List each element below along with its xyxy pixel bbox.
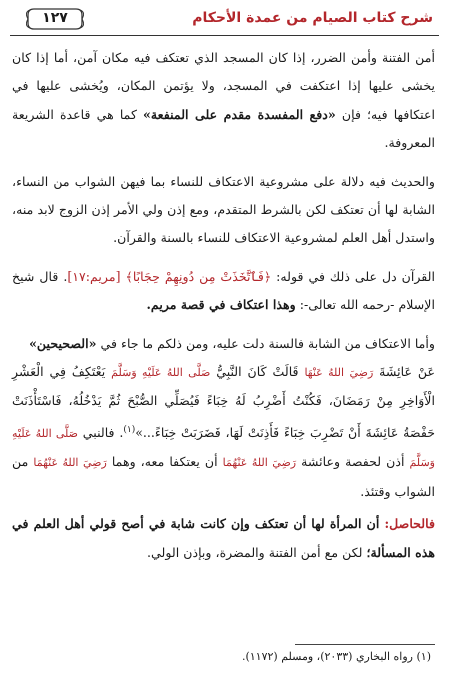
honorific-3: صَلَّى اللهُ عَلَيْهِ وَسَلَّمَ bbox=[12, 427, 435, 470]
conclusion-label: فالحاصل: bbox=[384, 516, 435, 532]
p1-text-a: أمن الفتنة وأمن الضرر، إذا كان المسجد الذي تعتكف فيه مكان آمن، أما إذا كان يخشى عليها إذا اعتكفت في المسجد، ولا يؤتمن المكان، ويُخشى عليها في اعتكافها فيه؛ فإن bbox=[12, 50, 435, 122]
running-title: شرح كتاب الصيام من عمدة الأحكام bbox=[192, 10, 433, 26]
verse-reference: [مريم:١٧] bbox=[67, 268, 121, 284]
hadith-text-6: أن يعتكفا معه، وهما bbox=[106, 454, 223, 470]
paragraph-3 bbox=[12, 263, 435, 320]
hadith-text-5: أذن لحفصة وعائشة bbox=[296, 454, 410, 470]
page-number: ١٢٧ bbox=[42, 10, 68, 26]
page-header bbox=[10, 6, 439, 36]
p1-text-b: كما هي قاعدة الشريعة المعروفة. bbox=[12, 106, 435, 151]
honorific-5: رَضِيَ اللهُ عَنْهُمَا bbox=[33, 456, 107, 470]
page-number-badge bbox=[26, 6, 84, 32]
conclusion-rest: لكن مع أمن الفتنة والمضرة، وبإذن الولي. bbox=[147, 544, 367, 560]
honorific-1: رَضِيَ اللهُ عَنْهَا bbox=[304, 366, 374, 380]
p3-quote: وهذا اعتكاف في قصة مريم. bbox=[146, 297, 296, 313]
hadith-text-2: قَالَتْ كَانَ النَّبِيُّ bbox=[210, 364, 305, 380]
p3-text-b: . قال شيخ الإسلام -رحمه الله تعالى-: bbox=[12, 268, 435, 313]
footnote-rule bbox=[295, 644, 435, 645]
honorific-4: رَضِيَ اللهُ عَنْهُمَا bbox=[222, 456, 297, 470]
p3-text-a: القرآن دل على ذلك في قوله: bbox=[271, 268, 436, 284]
hadith-text-1: عَنْ عَائِشَةَ bbox=[373, 364, 436, 380]
page-body bbox=[12, 44, 435, 567]
paragraph-2: والحديث فيه دلالة على مشروعية الاعتكاف للنساء بما فيهن الشواب من النساء، الشابة لها أن تعتكف لكن بالشرط المتقدم، ومع إذن ولي الأمر إذن الزوج لابد منه، واستدل أهل العلم لمشروعية الاعتكاف للنساء بالسنة والقرآن. bbox=[12, 173, 435, 246]
paragraph-5 bbox=[12, 510, 435, 567]
hadith-text-4: . فالنبي bbox=[78, 425, 124, 441]
quran-verse: ﴿فَٱتَّخَذَتْ مِن دُونِهِمْ حِجَابًا﴾ bbox=[125, 268, 272, 284]
honorific-2: صَلَّى اللهُ عَلَيْهِ وَسَلَّمَ bbox=[111, 366, 211, 380]
hadith-text-3: يَعْتَكِفُ فِي الْعَشْرِ الْأَوَاخِرِ مِنْ رَمَضَانَ، فَكُنْتُ أَضْرِبُ لَهُ خِبَاءً فَيُصَلِّي الصُّبْحَ ثُمَّ يَدْخُلُهُ، فَاسْتَأْذَنَتْ حَفْصَةُ عَائِشَةَ أَنْ تَضْرِبَ خِبَاءً فَأَذِنَتْ لَهَا، فَضَرَبَتْ خِبَاءً...» bbox=[12, 364, 435, 441]
p4-intro: وأما الاعتكاف من الشابة فالسنة دلت عليه، ومن ذلكم ما جاء في bbox=[96, 335, 435, 351]
paragraph-1 bbox=[12, 44, 435, 158]
footnote: (١) رواه البخاري (٢٠٣٣)، ومسلم (١١٧٢). bbox=[241, 650, 431, 663]
conclusion-bold: أن المرأة لها أن تعتكف وإن كانت شابة في أصح قولي أهل العلم في هذه المسألة؛ bbox=[12, 516, 435, 560]
header-rule bbox=[10, 35, 439, 36]
footnote-marker[interactable]: (١) bbox=[123, 424, 136, 435]
paragraph-4 bbox=[12, 330, 435, 507]
p1-rule-quote: «دفع المفسدة مقدم على المنفعة» bbox=[143, 106, 336, 122]
p4-source: «الصحيحين» bbox=[29, 335, 97, 351]
hadith-text-7: من الشواب وقتئذ. bbox=[12, 454, 435, 499]
